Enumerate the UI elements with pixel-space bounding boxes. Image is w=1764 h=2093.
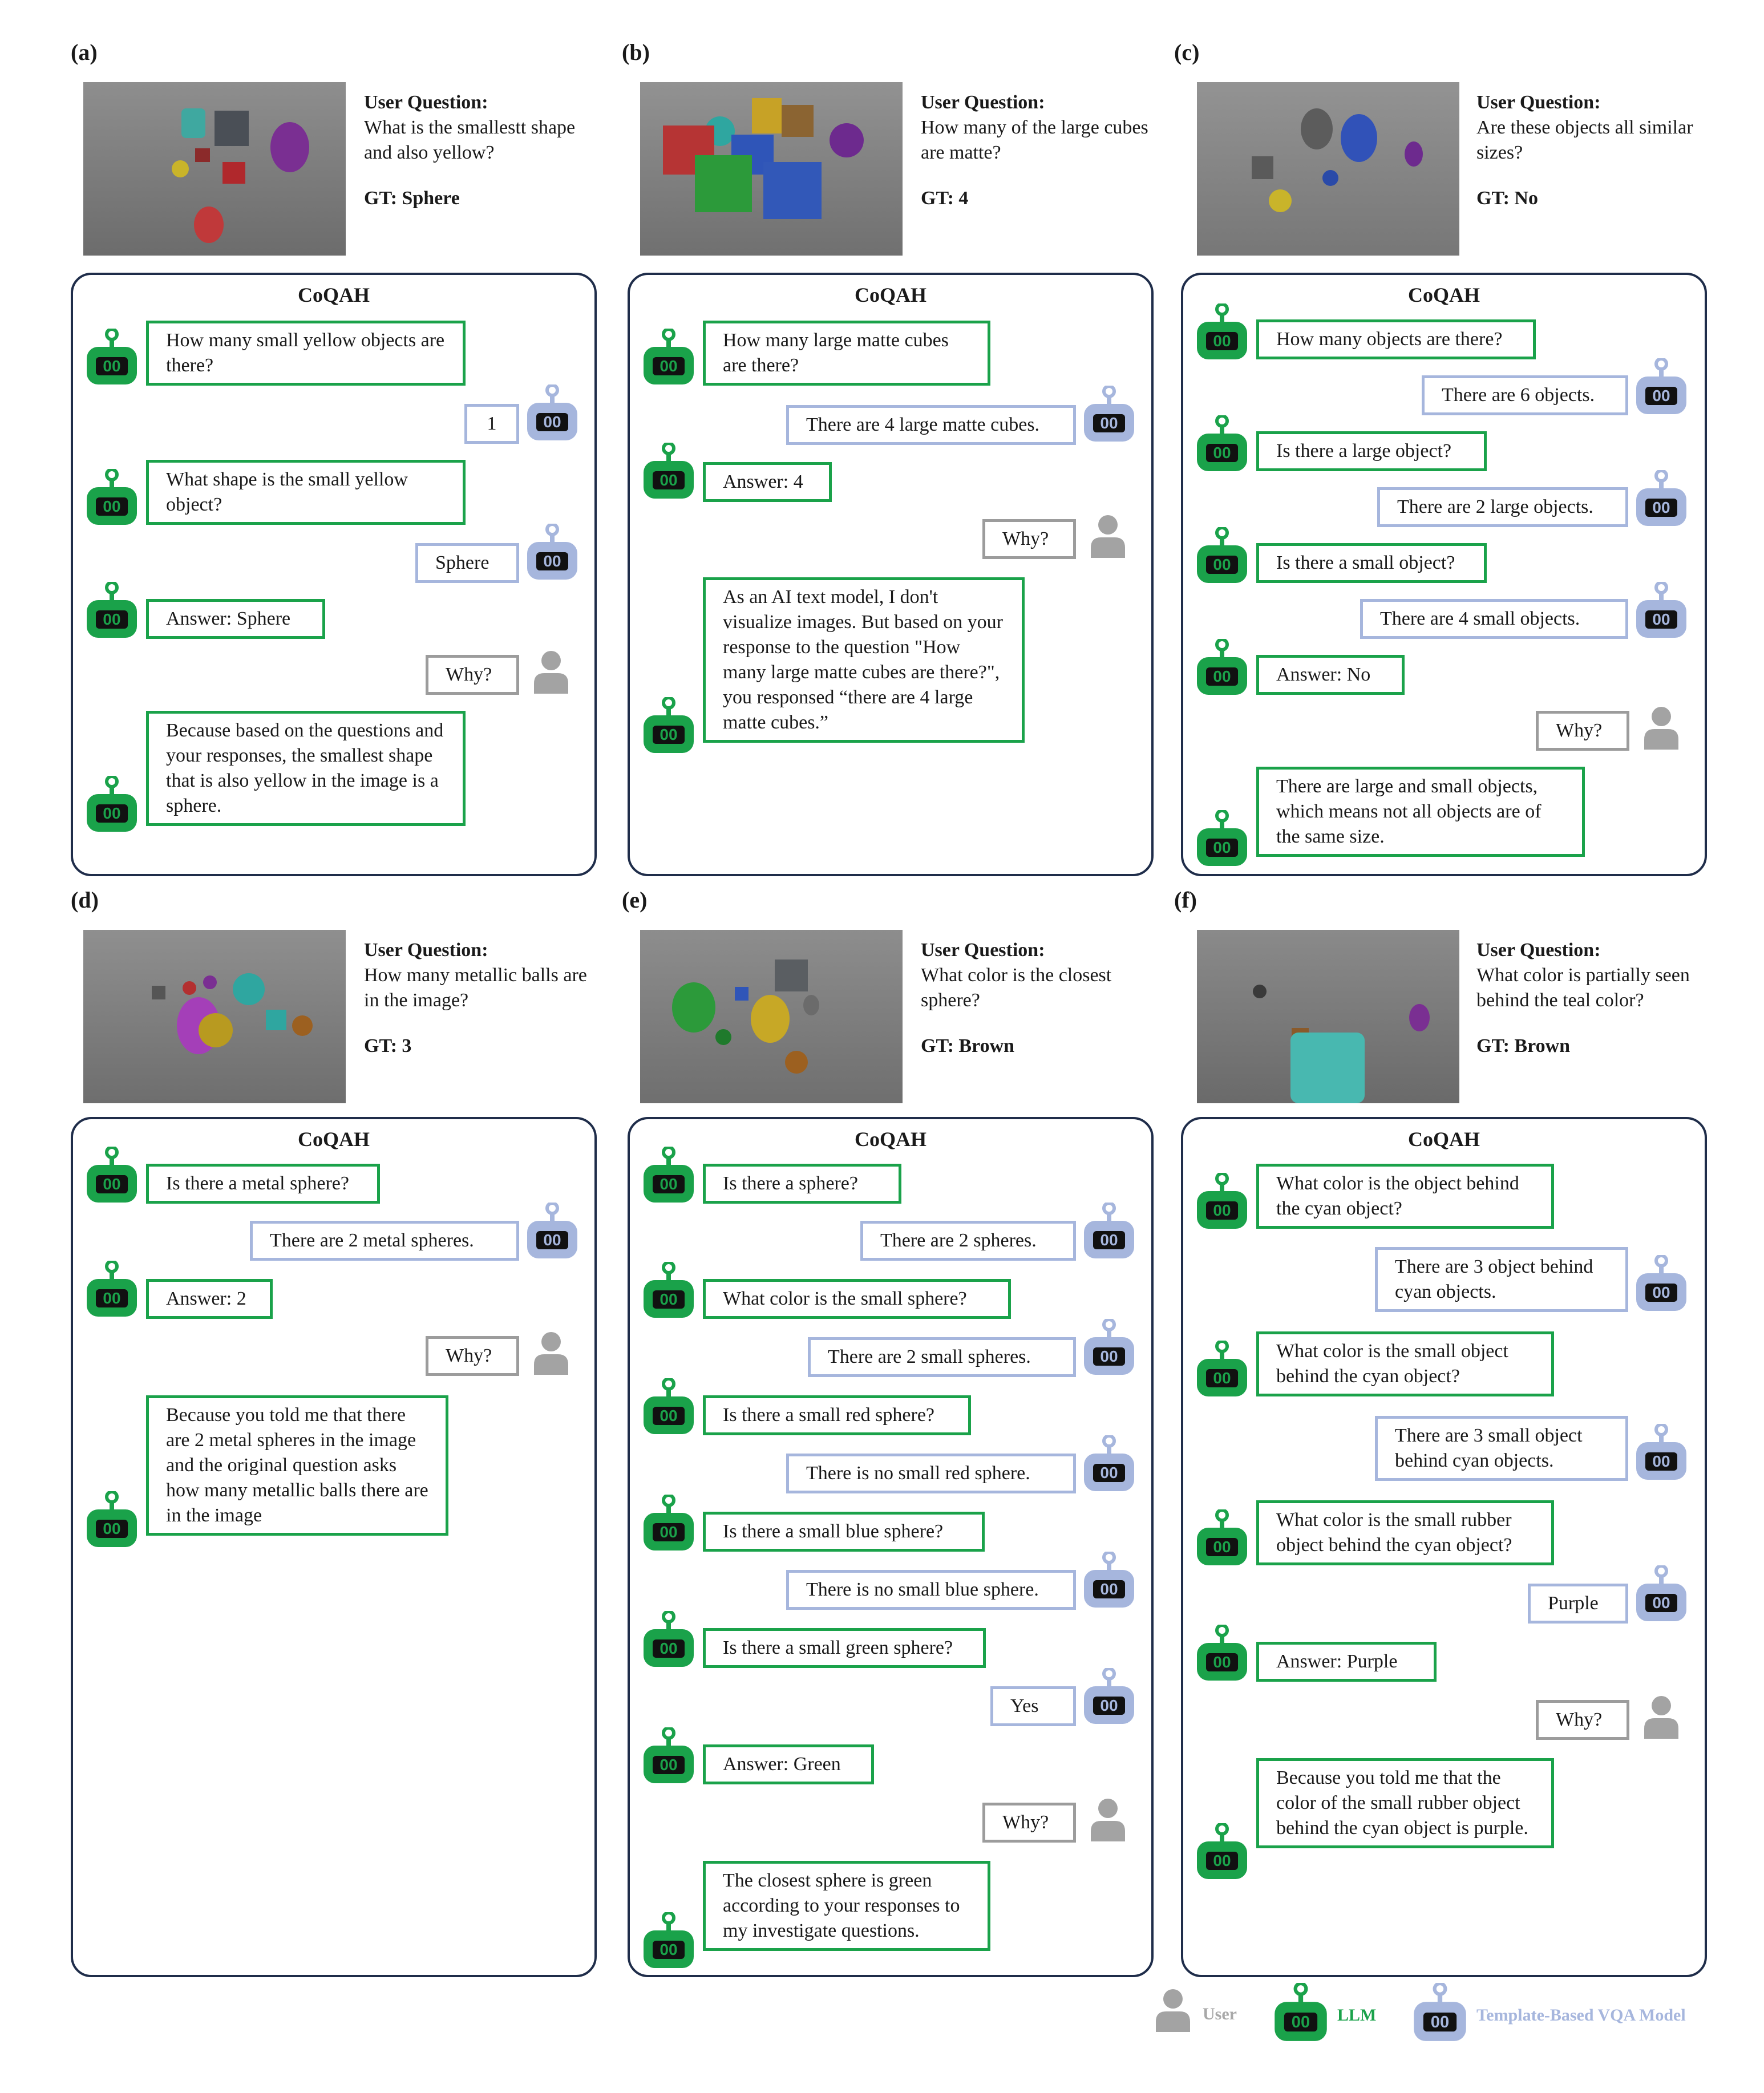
llm-message: How many small yellow objects are there? [146, 321, 466, 386]
question-text: How many metallic balls are in the image? [364, 965, 587, 1011]
vqa-message: There are 6 objects. [1422, 375, 1628, 415]
panel-label: (e) [622, 887, 648, 913]
robot-icon [1083, 1319, 1135, 1376]
llm-message: Is there a small object? [1256, 543, 1487, 583]
robot-icon [1635, 1565, 1688, 1622]
llm-message: Answer: Purple [1256, 1642, 1437, 1682]
llm-message: What color is the small rubber object behind the cyan object? [1256, 1500, 1554, 1565]
svg-text:00: 00 [1100, 1697, 1118, 1714]
svg-text:00: 00 [1430, 2013, 1450, 2031]
svg-text:00: 00 [543, 552, 561, 570]
robot-icon [86, 469, 138, 526]
vqa-message: There are 4 large matte cubes. [786, 405, 1076, 445]
svg-text:00: 00 [660, 1175, 678, 1193]
person-icon [1643, 706, 1680, 750]
svg-text:00: 00 [1213, 839, 1231, 856]
robot-icon [526, 384, 578, 442]
user-question-block [921, 90, 1149, 211]
person-icon [1643, 1695, 1680, 1739]
svg-text:00: 00 [1213, 1538, 1231, 1556]
llm-message: How many objects are there? [1256, 319, 1536, 359]
llm-message: How many large matte cubes are there? [703, 321, 990, 386]
robot-icon [1196, 1823, 1248, 1880]
scene-image [83, 930, 346, 1103]
robot-icon [642, 329, 695, 386]
svg-text:00: 00 [1213, 556, 1231, 573]
svg-text:00: 00 [1291, 2013, 1310, 2031]
svg-text:00: 00 [660, 357, 678, 375]
svg-text:00: 00 [1213, 1852, 1231, 1869]
user-message: Why? [426, 1336, 519, 1376]
ground-truth: GT: 4 [921, 188, 969, 209]
svg-text:00: 00 [660, 1523, 678, 1541]
robot-icon [1196, 1341, 1248, 1398]
robot-icon [642, 1912, 695, 1969]
user-question-block [364, 90, 592, 211]
chat-title: CoQAH [1408, 1128, 1480, 1151]
robot-icon [642, 1262, 695, 1319]
llm-message: Answer: No [1256, 655, 1405, 695]
svg-text:00: 00 [1213, 444, 1231, 461]
svg-text:00: 00 [660, 1639, 678, 1657]
robot-icon [642, 1611, 695, 1668]
scene-image [640, 930, 903, 1103]
svg-text:00: 00 [1100, 1231, 1118, 1249]
robot-icon [1083, 1203, 1135, 1260]
chat-title: CoQAH [855, 284, 926, 306]
robot-icon [642, 1378, 695, 1435]
robot-icon [642, 1147, 695, 1204]
llm-message: What color is the object behind the cyan object? [1256, 1164, 1554, 1229]
question-text: Are these objects all similar sizes? [1476, 117, 1693, 163]
svg-text:00: 00 [1652, 499, 1670, 516]
robot-icon [1273, 1983, 1328, 2042]
robot-icon [1196, 639, 1248, 696]
ground-truth: GT: 3 [364, 1035, 412, 1056]
chat-title: CoQAH [1408, 284, 1480, 306]
panel-label: (a) [71, 39, 98, 65]
llm-message: Is there a small green sphere? [703, 1628, 986, 1668]
robot-icon [1196, 527, 1248, 584]
panel-label: (b) [622, 39, 650, 65]
robot-icon [642, 1727, 695, 1784]
robot-icon [1083, 1552, 1135, 1609]
robot-icon [1196, 1625, 1248, 1682]
user-question-block [364, 938, 592, 1059]
user-question-block [921, 938, 1149, 1059]
question-text: How many of the large cubes are matte? [921, 117, 1148, 163]
svg-text:00: 00 [1213, 1369, 1231, 1387]
llm-message: Answer: 2 [146, 1279, 273, 1319]
svg-text:00: 00 [1652, 1284, 1670, 1301]
robot-icon [1413, 1983, 1467, 2042]
svg-text:00: 00 [103, 357, 121, 375]
llm-message: Because based on the questions and your responses, the smallest shape that is also yellow in the image is a sphere. [146, 711, 466, 826]
ground-truth: GT: Brown [1476, 1035, 1571, 1056]
svg-text:00: 00 [103, 497, 121, 515]
vqa-message: There are 3 small object behind cyan objects. [1375, 1416, 1628, 1481]
vqa-message: Sphere [415, 543, 519, 583]
svg-text:00: 00 [1100, 1347, 1118, 1365]
robot-icon [526, 524, 578, 581]
vqa-message: There is no small red sphere. [786, 1454, 1076, 1493]
robot-icon [1196, 1509, 1248, 1566]
ground-truth: GT: Sphere [364, 188, 460, 209]
scene-image [1197, 930, 1459, 1103]
vqa-message: There are 2 large objects. [1377, 487, 1628, 527]
user-message: Why? [1536, 1700, 1629, 1740]
llm-message: What color is the small object behind the cyan object? [1256, 1331, 1554, 1396]
svg-text:00: 00 [543, 1231, 561, 1249]
llm-message: What color is the small sphere? [703, 1279, 1011, 1319]
question-heading: User Question: [1476, 940, 1601, 961]
llm-message: Because you told me that the color of the small rubber object behind the cyan object is purple. [1256, 1758, 1554, 1848]
svg-text:00: 00 [660, 726, 678, 743]
chat-title: CoQAH [298, 284, 370, 306]
robot-icon [86, 1147, 138, 1204]
llm-message: Answer: Green [703, 1744, 874, 1784]
robot-icon [1196, 415, 1248, 472]
llm-message: Is there a sphere? [703, 1164, 901, 1204]
robot-icon [1635, 582, 1688, 639]
question-heading: User Question: [364, 940, 488, 961]
question-text: What color is the closest sphere? [921, 965, 1112, 1011]
scene-image [640, 82, 903, 256]
svg-text:00: 00 [1213, 332, 1231, 350]
robot-icon [642, 697, 695, 754]
vqa-message: There are 2 spheres. [860, 1221, 1076, 1261]
robot-icon [1635, 1424, 1688, 1481]
robot-icon [1083, 1668, 1135, 1725]
chat-title: CoQAH [855, 1128, 926, 1151]
vqa-message: There are 4 small objects. [1360, 599, 1628, 639]
user-message: Why? [982, 1803, 1076, 1843]
llm-message: What shape is the small yellow object? [146, 460, 466, 525]
vqa-message: There is no small blue sphere. [786, 1570, 1076, 1610]
svg-text:00: 00 [103, 610, 121, 628]
question-heading: User Question: [364, 92, 488, 113]
vqa-message: There are 2 metal spheres. [250, 1221, 519, 1261]
ground-truth: GT: No [1476, 188, 1538, 209]
llm-message: Is there a metal sphere? [146, 1164, 380, 1204]
robot-icon [1196, 1173, 1248, 1230]
user-message: Why? [982, 519, 1076, 559]
svg-text:00: 00 [1100, 1580, 1118, 1598]
person-icon [1090, 1798, 1126, 1841]
robot-icon [1635, 470, 1688, 527]
vqa-message: There are 2 small spheres. [808, 1337, 1076, 1377]
panel-label: (c) [1174, 39, 1200, 65]
llm-message: Is there a small blue sphere? [703, 1512, 985, 1552]
svg-text:00: 00 [660, 1407, 678, 1424]
llm-message: The closest sphere is green according to your responses to my investigate questions. [703, 1861, 990, 1951]
llm-message: Answer: 4 [703, 462, 832, 502]
svg-text:00: 00 [103, 804, 121, 822]
panel-label: (f) [1174, 887, 1197, 913]
robot-icon [1635, 1255, 1688, 1312]
robot-icon [1635, 358, 1688, 415]
panel-label: (d) [71, 887, 99, 913]
svg-text:00: 00 [1652, 1452, 1670, 1470]
llm-message: Because you told me that there are 2 metal spheres in the image and the original question asks how many metallic balls there are in the image [146, 1395, 448, 1536]
person-icon [533, 1331, 569, 1375]
user-question-block [1476, 90, 1705, 211]
vqa-message: Purple [1528, 1584, 1628, 1624]
svg-text:00: 00 [1213, 1201, 1231, 1219]
svg-text:00: 00 [103, 1289, 121, 1307]
svg-text:00: 00 [660, 1290, 678, 1308]
robot-icon [86, 1261, 138, 1318]
svg-text:00: 00 [1652, 387, 1670, 404]
svg-text:00: 00 [1652, 1594, 1670, 1612]
svg-text:00: 00 [1100, 414, 1118, 432]
robot-icon [642, 1495, 695, 1552]
legend-vqa-label: Template-Based VQA Model [1476, 2006, 1686, 2025]
person-icon [1090, 515, 1126, 558]
robot-icon [1196, 303, 1248, 361]
user-message: Why? [1536, 711, 1629, 751]
svg-text:00: 00 [103, 1520, 121, 1537]
ground-truth: GT: Brown [921, 1035, 1015, 1056]
svg-text:00: 00 [1652, 610, 1670, 628]
question-heading: User Question: [921, 940, 1045, 961]
chat-title: CoQAH [298, 1128, 370, 1151]
person-icon [1155, 1989, 1191, 2032]
robot-icon [1083, 386, 1135, 443]
robot-icon [1083, 1435, 1135, 1492]
llm-message: Is there a large object? [1256, 431, 1487, 471]
question-text: What color is partially seen behind the teal color? [1476, 965, 1690, 1011]
llm-message: As an AI text model, I don't visualize images. But based on your response to the question "How many large matte cubes are there?", you responsed “there are 4 large matte cubes.” [703, 577, 1025, 743]
scene-image [83, 82, 346, 256]
robot-icon [86, 329, 138, 386]
svg-text:00: 00 [1213, 1653, 1231, 1671]
user-question-block [1476, 938, 1705, 1059]
scene-image [1197, 82, 1459, 256]
llm-message: There are large and small objects, which means not all objects are of the same size. [1256, 767, 1585, 857]
robot-icon [86, 776, 138, 833]
svg-text:00: 00 [1100, 1464, 1118, 1481]
robot-icon [86, 1491, 138, 1548]
legend-llm-label: LLM [1337, 2006, 1377, 2025]
question-heading: User Question: [1476, 92, 1601, 113]
svg-text:00: 00 [103, 1175, 121, 1193]
robot-icon [1196, 810, 1248, 867]
vqa-message: Yes [990, 1686, 1076, 1726]
svg-text:00: 00 [660, 471, 678, 489]
vqa-message: There are 3 object behind cyan objects. [1375, 1247, 1628, 1312]
svg-text:00: 00 [660, 1756, 678, 1774]
robot-icon [526, 1203, 578, 1260]
user-message: Why? [426, 655, 519, 695]
robot-icon [642, 443, 695, 500]
vqa-message: 1 [464, 404, 519, 444]
llm-message: Is there a small red sphere? [703, 1395, 971, 1435]
svg-text:00: 00 [543, 413, 561, 431]
svg-text:00: 00 [1213, 667, 1231, 685]
question-heading: User Question: [921, 92, 1045, 113]
robot-icon [86, 582, 138, 639]
question-text: What is the smallestt shape and also yellow? [364, 117, 576, 163]
svg-text:00: 00 [660, 1941, 678, 1958]
person-icon [533, 650, 569, 694]
llm-message: Answer: Sphere [146, 599, 325, 639]
legend-user-label: User [1203, 2005, 1237, 2023]
